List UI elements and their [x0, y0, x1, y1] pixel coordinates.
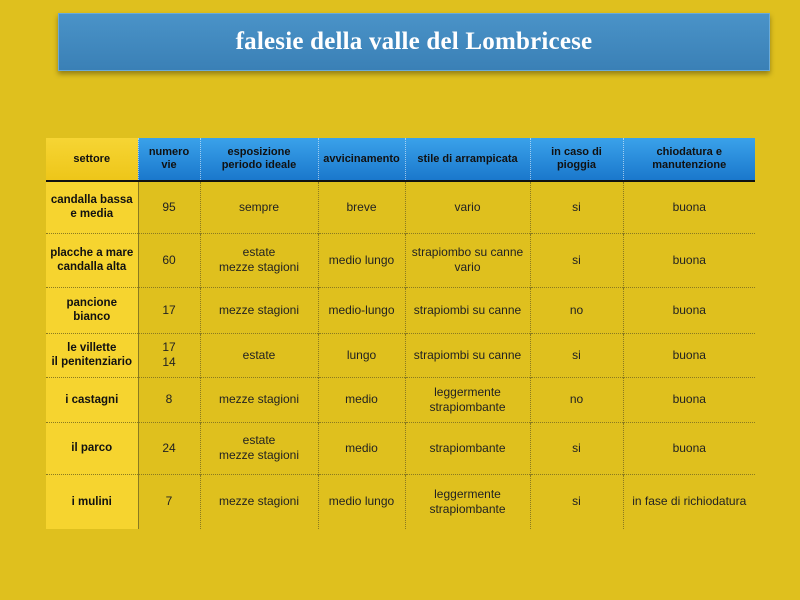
cell-line: 60: [162, 252, 176, 267]
cell-vie: [138, 474, 200, 529]
table-row: [46, 377, 755, 422]
cell-chiodatura: buona: [623, 181, 755, 233]
cell-settore: [46, 422, 138, 474]
cell-esposizione: [200, 474, 318, 529]
header-line: numero: [148, 146, 190, 158]
cell-pioggia: no: [530, 287, 623, 333]
cell-vie: [138, 333, 200, 377]
cell-settore: [46, 377, 138, 422]
cell-settore: [46, 233, 138, 287]
cell-settore: [46, 474, 138, 529]
header-avvicinamento: [318, 138, 405, 181]
cell-avvicinamento: breve: [318, 181, 405, 233]
cell-avvicinamento: medio: [318, 377, 405, 422]
header-line: esposizione: [227, 146, 291, 158]
header-line: in caso di: [551, 146, 602, 158]
cell-line: e media: [70, 208, 114, 221]
cell-stile: [405, 181, 530, 233]
cell-line: bianco: [73, 311, 111, 323]
cell-line: candalla bassa: [50, 194, 133, 207]
cell-line: strapiombante: [429, 440, 506, 455]
cell-esposizione: [200, 333, 318, 377]
cell-line: 17: [162, 340, 176, 354]
cell-chiodatura: buona: [623, 377, 755, 422]
cell-pioggia: si: [530, 333, 623, 377]
cell-avvicinamento: lungo: [318, 333, 405, 377]
table-row: [46, 422, 755, 474]
header-numero-vie: [138, 138, 200, 181]
cell-line: strapiombi su canne: [413, 302, 522, 317]
cell-esposizione: [200, 233, 318, 287]
cell-stile: [405, 377, 530, 422]
header-line: vie: [161, 159, 177, 171]
header-esposizione: [200, 138, 318, 181]
cell-settore: [46, 181, 138, 233]
cell-chiodatura: buona: [623, 333, 755, 377]
header-line: stile di arrampicata: [417, 152, 518, 165]
cell-vie: [138, 377, 200, 422]
table-row: [46, 287, 755, 333]
cell-chiodatura: buona: [623, 287, 755, 333]
header-line: periodo ideale: [221, 159, 297, 171]
cell-line: mezze stagioni: [218, 494, 300, 509]
header-line: pioggia: [556, 159, 597, 171]
cell-pioggia: si: [530, 474, 623, 529]
cell-line: mezze stagioni: [218, 302, 300, 317]
cell-line: 8: [165, 392, 173, 406]
header-pioggia: [530, 138, 623, 181]
cell-line: le villette: [67, 342, 117, 354]
cell-chiodatura: buona: [623, 422, 755, 474]
cell-line: 17: [162, 302, 176, 317]
cell-line: mezze stagioni: [218, 260, 300, 274]
cell-line: 24: [162, 440, 176, 455]
table-row: [46, 181, 755, 233]
cell-line: i mulini: [71, 495, 112, 508]
cell-line: vario: [454, 199, 481, 214]
cell-chiodatura: in fase di richiodatura: [623, 474, 755, 529]
cell-line: estate: [242, 433, 276, 447]
cell-avvicinamento: medio-lungo: [318, 287, 405, 333]
cell-stile: [405, 474, 530, 529]
table-row: [46, 333, 755, 377]
cell-settore: [46, 287, 138, 333]
cell-avvicinamento: medio: [318, 422, 405, 474]
cell-avvicinamento: medio lungo: [318, 474, 405, 529]
cell-line: strapiombante: [429, 399, 506, 414]
cell-line: estate: [242, 245, 276, 259]
cell-pioggia: no: [530, 377, 623, 422]
title-banner: [58, 13, 770, 71]
header-stile: [405, 138, 530, 181]
cell-line: candalla alta: [57, 261, 127, 273]
cell-esposizione: [200, 287, 318, 333]
cell-line: 14: [162, 355, 176, 369]
cell-pioggia: si: [530, 422, 623, 474]
cell-line: 95: [162, 199, 176, 214]
header-settore: [46, 138, 138, 181]
cell-avvicinamento: medio lungo: [318, 233, 405, 287]
cell-line: il penitenziario: [51, 356, 132, 368]
cell-line: vario: [454, 260, 481, 274]
cell-settore: [46, 333, 138, 377]
table-body: [46, 181, 755, 529]
cell-esposizione: [200, 181, 318, 233]
header-line: avvicinamento: [323, 152, 400, 165]
page-title: falesie della valle del Lombricese: [235, 28, 593, 55]
cell-vie: [138, 422, 200, 474]
header-chiodatura: [623, 138, 755, 181]
table-row: [46, 474, 755, 529]
cell-line: strapiombo su canne: [411, 245, 524, 259]
cell-line: leggermente: [434, 486, 501, 501]
table-row: [46, 233, 755, 287]
cell-stile: [405, 233, 530, 287]
cell-line: strapiombante: [429, 501, 506, 516]
cell-line: mezze stagioni: [218, 448, 300, 462]
cell-vie: [138, 287, 200, 333]
cell-esposizione: [200, 377, 318, 422]
cell-chiodatura: buona: [623, 233, 755, 287]
cell-line: strapiombi su canne: [413, 347, 522, 362]
header-row: [46, 138, 755, 181]
cell-line: il parco: [71, 442, 113, 454]
cell-line: 7: [165, 494, 173, 509]
cell-line: i castagni: [65, 393, 119, 406]
cell-line: leggermente: [434, 384, 501, 399]
cell-pioggia: si: [530, 181, 623, 233]
crags-table: [46, 138, 755, 529]
cell-stile: [405, 422, 530, 474]
cell-line: estate: [242, 347, 276, 362]
cell-vie: [138, 181, 200, 233]
cell-esposizione: [200, 422, 318, 474]
cell-line: sempre: [238, 199, 279, 214]
cell-pioggia: si: [530, 233, 623, 287]
header-line: chiodatura e: [656, 146, 722, 158]
cell-line: placche a mare: [50, 247, 134, 259]
cell-line: pancione: [66, 297, 117, 309]
cell-line: mezze stagioni: [218, 392, 300, 406]
cell-stile: [405, 333, 530, 377]
cell-stile: [405, 287, 530, 333]
cell-vie: [138, 233, 200, 287]
header-line: settore: [73, 152, 111, 165]
header-line: manutenzione: [652, 159, 727, 171]
